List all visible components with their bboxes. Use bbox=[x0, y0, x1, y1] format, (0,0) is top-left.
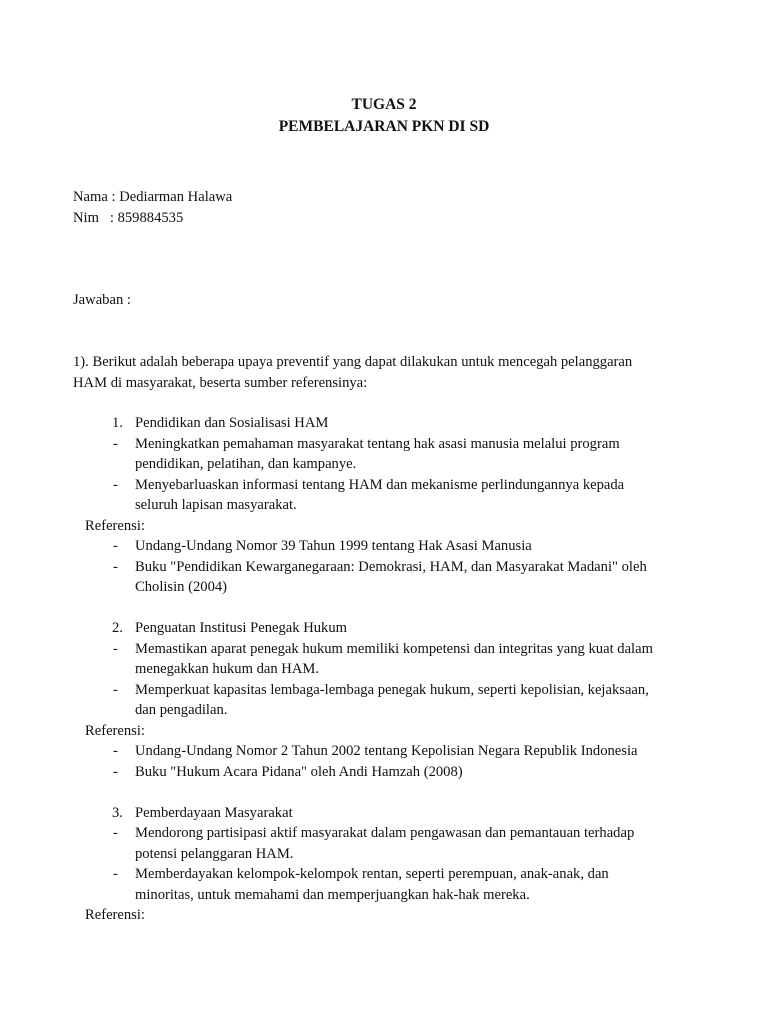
section-heading-text: Penguatan Institusi Penegak Hukum bbox=[135, 620, 347, 636]
dash-marker: - bbox=[113, 825, 118, 841]
bullet-line: Buku "Pendidikan Kewarganegaraan: Demokrasi, HAM, dan Masyarakat Madani" oleh bbox=[135, 558, 647, 575]
student-identity bbox=[73, 187, 232, 228]
bullet-text bbox=[135, 762, 768, 783]
reference-label: Referensi: bbox=[85, 907, 145, 923]
reference-item bbox=[0, 536, 768, 557]
bullet-line: Memberdayakan kelompok-kelompok rentan, seperti perempuan, anak-anak, dan bbox=[135, 866, 609, 882]
intro-paragraph bbox=[73, 352, 683, 393]
section-gap bbox=[0, 782, 768, 803]
bullet-text bbox=[135, 639, 768, 680]
section-heading bbox=[0, 618, 768, 639]
section-2 bbox=[0, 598, 768, 783]
bullet-text bbox=[135, 864, 768, 905]
dash-marker: - bbox=[113, 681, 118, 698]
number-marker: 3. bbox=[112, 804, 123, 821]
bullet-text bbox=[135, 536, 768, 557]
dash-marker: - bbox=[113, 743, 118, 759]
document-title bbox=[0, 94, 768, 138]
dash-marker: - bbox=[113, 558, 118, 575]
dash-marker: - bbox=[113, 763, 118, 780]
bullet-text bbox=[135, 475, 768, 516]
bullet-line: Memperkuat kapasitas lembaga-lembaga penegak hukum, seperti kepolisian, kejaksaan, bbox=[135, 681, 649, 698]
point-item bbox=[0, 823, 768, 864]
bullet-line: pendidikan, pelatihan, dan kampanye. bbox=[135, 456, 357, 472]
reference-label: Referensi: bbox=[85, 722, 145, 739]
section-heading-text: Pendidikan dan Sosialisasi HAM bbox=[135, 415, 329, 431]
section-heading bbox=[0, 803, 768, 824]
dash-marker: - bbox=[113, 640, 118, 657]
reference-label: Referensi: bbox=[85, 517, 145, 534]
student-nim: Nim : 859884535 bbox=[73, 209, 184, 226]
bullet-line: potensi pelanggaran HAM. bbox=[135, 845, 294, 862]
reference-item bbox=[0, 741, 768, 762]
bullet-text bbox=[135, 557, 768, 598]
title-line-1: TUGAS 2 bbox=[351, 96, 417, 113]
point-item bbox=[0, 475, 768, 516]
section-1 bbox=[0, 413, 768, 598]
bullet-line: Mendorong partisipasi aktif masyarakat dalam pengawasan dan pemantauan terhadap bbox=[135, 825, 635, 841]
reference-item bbox=[0, 762, 768, 783]
answer-sections bbox=[0, 413, 768, 926]
bullet-line: menegakkan hukum dan HAM. bbox=[135, 661, 320, 677]
bullet-text bbox=[135, 741, 768, 762]
bullet-line: Meningkatkan pemahaman masyarakat tentang hak asasi manusia melalui program bbox=[135, 435, 620, 452]
number-marker: 2. bbox=[112, 620, 123, 636]
dash-marker: - bbox=[113, 866, 118, 882]
bullet-text bbox=[135, 434, 768, 475]
bullet-text bbox=[135, 823, 768, 864]
bullet-line: minoritas, untuk memahami dan memperjuangkan hak-hak mereka. bbox=[135, 886, 530, 903]
reference-item bbox=[0, 557, 768, 598]
dash-marker: - bbox=[113, 435, 118, 452]
bullet-line: seluruh lapisan masyarakat. bbox=[135, 497, 297, 513]
bullet-line: Undang-Undang Nomor 2 Tahun 2002 tentang Kepolisian Negara Republik Indonesia bbox=[135, 743, 638, 759]
bullet-text bbox=[135, 680, 768, 721]
section-gap bbox=[0, 598, 768, 619]
bullet-line: Cholisin (2004) bbox=[135, 579, 228, 595]
intro-line: HAM di masyarakat, beserta sumber referensinya: bbox=[73, 374, 368, 391]
section-3 bbox=[0, 782, 768, 926]
point-item bbox=[0, 680, 768, 721]
intro-line: 1). Berikut adalah beberapa upaya preventif yang dapat dilakukan untuk mencegah pelanggaran bbox=[73, 354, 633, 370]
number-marker: 1. bbox=[112, 415, 123, 431]
section-heading bbox=[0, 413, 768, 434]
point-item bbox=[0, 639, 768, 680]
point-item bbox=[0, 864, 768, 905]
dash-marker: - bbox=[113, 538, 118, 554]
bullet-line: Undang-Undang Nomor 39 Tahun 1999 tentang Hak Asasi Manusia bbox=[135, 538, 532, 554]
section-heading-text: Pemberdayaan Masyarakat bbox=[135, 804, 293, 821]
bullet-line: dan pengadilan. bbox=[135, 702, 228, 718]
title-line-2: PEMBELAJARAN PKN DI SD bbox=[278, 118, 490, 135]
dash-marker: - bbox=[113, 476, 118, 493]
bullet-line: Memastikan aparat penegak hukum memiliki kompetensi dan integritas yang kuat dalam bbox=[135, 640, 653, 657]
point-item bbox=[0, 434, 768, 475]
answer-label: Jawaban : bbox=[73, 292, 131, 308]
bullet-line: Buku "Hukum Acara Pidana" oleh Andi Hamzah (2008) bbox=[135, 763, 463, 780]
bullet-line: Menyebarluaskan informasi tentang HAM dan mekanisme perlindungannya kepada bbox=[135, 476, 625, 493]
student-name: Nama : Dediarman Halawa bbox=[73, 189, 233, 205]
